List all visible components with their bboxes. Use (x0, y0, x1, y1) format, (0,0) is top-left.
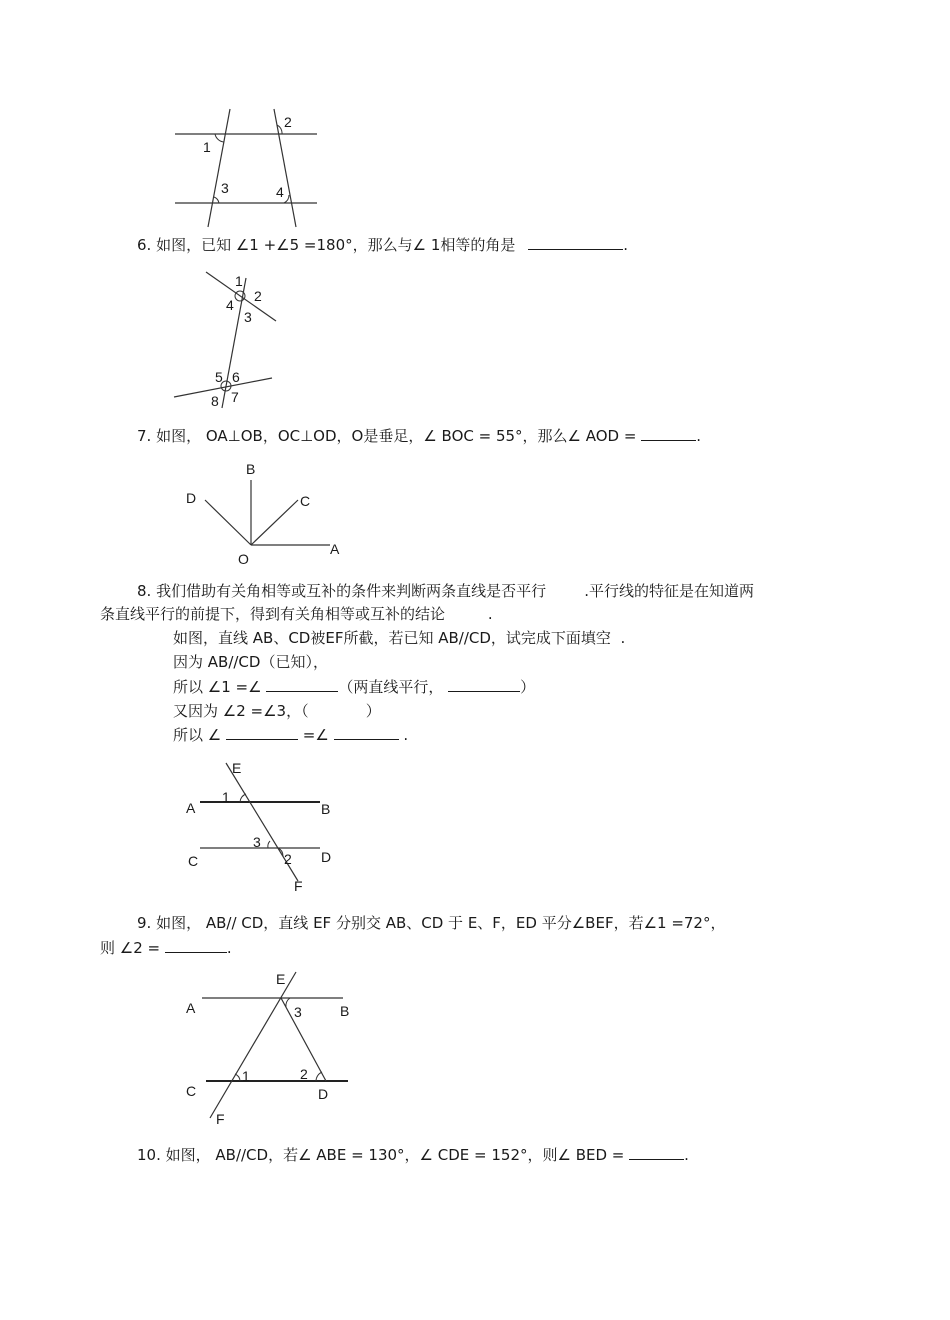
question-10-text: 10. 如图， AB//CD，若∠ ABE = 130°，∠ CDE = 152°，则∠ BED = (137, 1146, 625, 1164)
figure-perpendicular-rays (180, 458, 350, 570)
point-label: C (300, 493, 311, 509)
angle-label: 2 (284, 851, 292, 867)
question-7 (137, 426, 701, 446)
question-8-line5-end: ） (520, 678, 536, 696)
question-9-line2-end: . (226, 939, 232, 957)
answer-blank[interactable] (448, 677, 520, 692)
question-7-end: . (696, 427, 702, 445)
angle-label: 1 (222, 789, 230, 805)
question-8-line7 (173, 725, 408, 745)
figure-parallel-lines-ef (180, 757, 340, 897)
point-label: E (276, 971, 286, 987)
point-label: A (186, 1000, 196, 1016)
question-8-line7-mid: =∠ (302, 726, 329, 744)
point-label: C (188, 853, 199, 869)
question-8-line1: 8. 我们借助有关角相等或互补的条件来判断两条直线是否平行 .平行线的特征是在知道两 (137, 582, 754, 600)
point-label: E (232, 760, 242, 776)
question-8-line5-mid: （两直线平行， (338, 678, 444, 696)
point-label: B (246, 461, 256, 477)
point-label: D (186, 490, 197, 506)
answer-blank[interactable] (226, 725, 298, 740)
angle-label: 3 (253, 834, 261, 850)
angle-label: 1 (242, 1068, 250, 1084)
question-8-line7-end: . (403, 726, 409, 744)
point-label: D (318, 1086, 329, 1102)
angle-label: 3 (244, 309, 252, 325)
question-10 (137, 1145, 689, 1165)
question-8-line5 (173, 677, 535, 697)
point-label: C (186, 1083, 197, 1099)
question-9-line2-prefix: 则 ∠2 = (100, 939, 161, 957)
answer-blank[interactable] (528, 235, 623, 250)
angle-label: 3 (221, 180, 229, 196)
point-label: F (216, 1111, 225, 1127)
question-8-line7-prefix: 所以 ∠ (173, 726, 222, 744)
question-8-line2: 条直线平行的前提下，得到有关角相等或互补的结论 . (100, 605, 493, 623)
point-label: F (294, 878, 303, 894)
point-label: O (238, 551, 249, 567)
question-6 (137, 235, 628, 255)
angle-label: 7 (231, 389, 239, 405)
question-8-line4: 因为 AB//CD（已知）， (173, 653, 328, 671)
figure-angles-transversals (170, 105, 330, 230)
angle-label: 8 (211, 393, 219, 409)
angle-label: 2 (254, 288, 262, 304)
answer-blank[interactable] (266, 677, 338, 692)
question-8-line6: 又因为 ∠2 =∠3，（ ） (173, 702, 381, 720)
point-label: D (321, 849, 332, 865)
answer-blank[interactable] (641, 426, 696, 441)
angle-label: 4 (276, 184, 284, 200)
question-6-text: 6. 如图，已知 ∠1 +∠5 =180°，那么与∠ 1相等的角是 (137, 236, 516, 254)
figure-two-lines-transversal (170, 268, 285, 413)
question-9-line2 (100, 938, 232, 958)
angle-label: 1 (203, 139, 211, 155)
question-9-line1: 9. 如图， AB// CD，直线 EF 分别交 AB、CD 于 E、F，ED 平分∠BEF，若∠1 =72°， (137, 914, 726, 932)
point-label: B (340, 1003, 350, 1019)
angle-label: 2 (300, 1066, 308, 1082)
figure-bisector-triangle (180, 968, 355, 1130)
angle-label: 2 (284, 114, 292, 130)
angle-label: 3 (294, 1004, 302, 1020)
question-8-line3: 如图，直线 AB、CD被EF所截，若已知 AB//CD，试完成下面填空 . (173, 629, 626, 647)
answer-blank[interactable] (334, 725, 399, 740)
angle-label: 5 (215, 369, 223, 385)
angle-label: 1 (235, 273, 243, 289)
point-label: B (321, 801, 331, 817)
angle-label: 6 (232, 369, 240, 385)
question-7-text: 7. 如图， OA⊥OB，OC⊥OD，O是垂足，∠ BOC = 55°，那么∠ AOD = (137, 427, 637, 445)
question-6-end: . (623, 236, 628, 254)
point-label: A (330, 541, 340, 557)
angle-label: 4 (226, 297, 234, 313)
point-label: A (186, 800, 196, 816)
answer-blank[interactable] (629, 1145, 684, 1160)
question-10-end: . (684, 1146, 689, 1164)
question-8-line5-prefix: 所以 ∠1 =∠ (173, 678, 262, 696)
answer-blank[interactable] (165, 938, 227, 953)
